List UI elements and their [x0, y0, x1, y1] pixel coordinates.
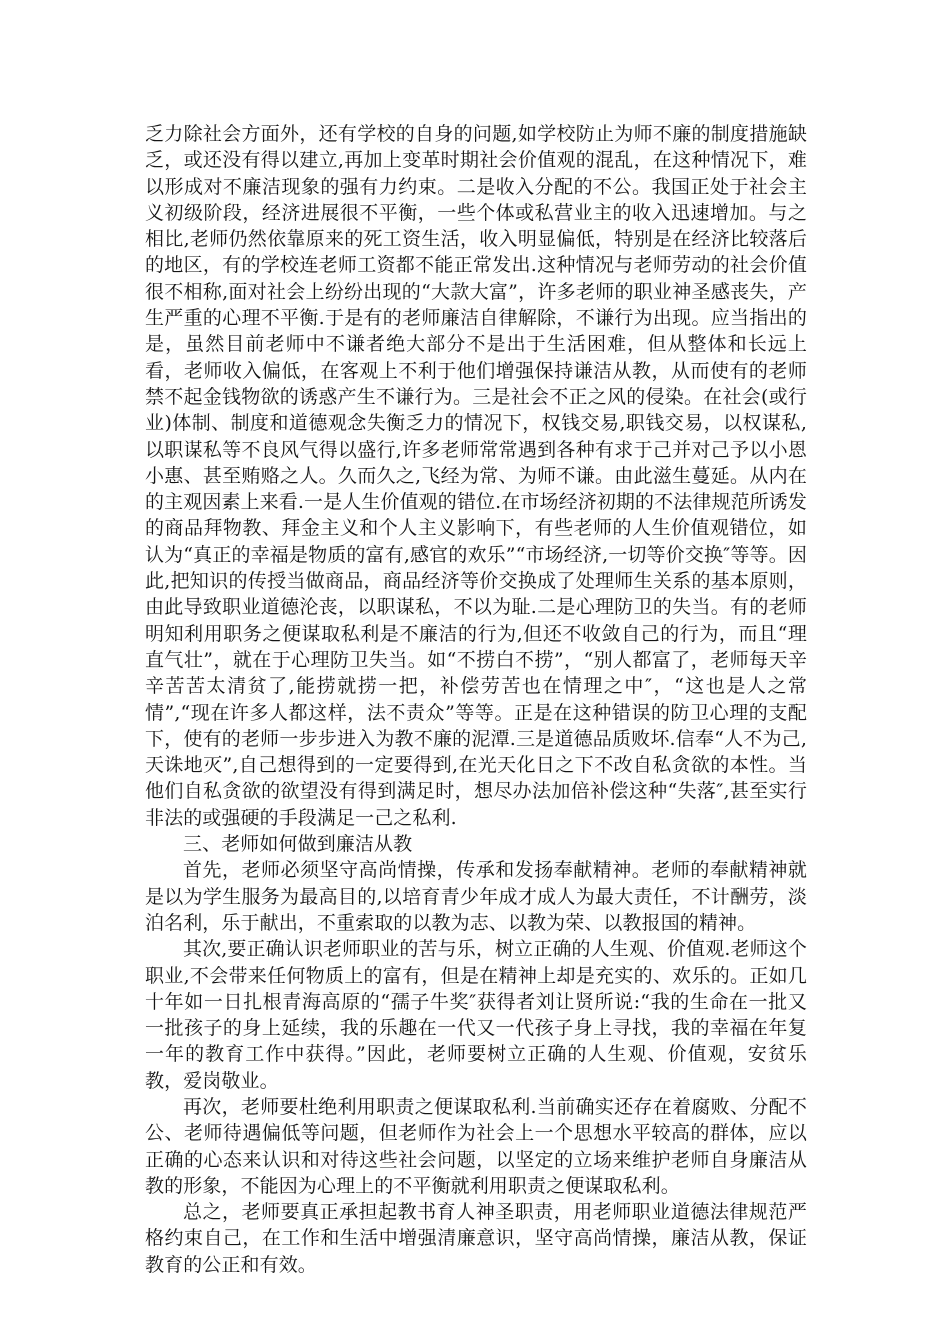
document-page — [145, 121, 807, 1278]
body-paragraph-first: 首先，老师必须坚守高尚情操，传承和发扬奉献精神。老师的奉献精神就是以为学生服务为最高目的,以培育青少年成才成人为最大责任，不计酬劳，淡泊名利，乐于献出，不重索取的以教为志、以教为荣、以教报国的精神。 — [145, 859, 807, 934]
section-heading: 三、老师如何做到廉洁从教 — [183, 833, 413, 856]
body-paragraph-second: 其次,要正确认识老师职业的苦与乐，树立正确的人生观、价值观.老师这个职业,不会带来任何物质上的富有，但是在精神上却是充实的、欢乐的。正如几十年如一日扎根青海高原的“孺子牛奖″获得者刘让贤所说:“我的生命在一批又一批孩子的身上延续，我的乐趣在一代又一代孩子身上寻找，我的幸福在年复一年的教育工作中获得。”因此，老师要树立正确的人生观、价值观，安贫乐教，爱岗敬业。 — [145, 938, 807, 1092]
body-paragraph-third: 再次，老师要杜绝利用职责之便谋取私利.当前确实还存在着腐败、分配不公、老师待遇偏低等问题，但老师作为社会上一个思想水平较高的群体，应以正确的心态来认识和对待这些社会问题，以坚定的立场来维护老师自身廉洁从教的形象，不能因为心理上的不平衡就利用职责之便谋取私利。 — [145, 1095, 807, 1197]
body-paragraph-conclusion: 总之，老师要真正承担起教书育人神圣职责，用老师职业道德法律规范严格约束自己，在工作和生活中增强清廉意识，坚守高尚情操，廉洁从教，保证教育的公正和有效。 — [145, 1201, 807, 1276]
body-paragraph-continued: 乏力除社会方面外，还有学校的自身的问题,如学校防止为师不廉的制度措施缺乏，或还没有得以建立,再加上变革时期社会价值观的混乱，在这种情况下，难以形成对不廉洁现象的强有力约束。二是收入分配的不公。我国正处于社会主义初级阶段，经济进展很不平衡，一些个体或私营业主的收入迅速增加。与之相比,老师仍然依靠原来的死工资生活，收入明显偏低，特别是在经济比较落后的地区，有的学校连老师工资都不能正常发出.这种情况与老师劳动的社会价值很不相称,面对社会上纷纷出现的“大款大富”，许多老师的职业神圣感丧失，产生严重的心理不平衡.于是有的老师廉洁自律解除，不谦行为出现。应当指出的是，虽然目前老师中不谦者绝大部分不是出于生活困难，但从整体和长远上看，老师收入偏低，在客观上不利于他们增强保持谦洁从教，从而使有的老师禁不起金钱物欲的诱惑产生不谦行为。三是社会不正之风的侵染。在社会(或行业)体制、制度和道德观念失衡乏力的情况下，权钱交易,职钱交易，以权谋私,以职谋私等不良风气得以盛行,许多老师常常遇到各种有求于己并对己予以小恩小惠、甚至贿赂之人。久而久之,飞经为常、为师不谦。由此滋生蔓延。从内在的主观因素上来看.一是人生价值观的错位.在市场经济初期的不法律规范所诱发的商品拜物教、拜金主义和个人主义影响下，有些老师的人生价值观错位，如认为“真正的幸福是物质的富有,感官的欢乐”“市场经济,一切等价交换″等等。因此,把知识的传授当做商品，商品经济等价交换成了处理师生关系的基本原则，由此导致职业道德沦丧，以职谋私，不以为耻.二是心理防卫的失当。有的老师明知利用职务之便谋取私利是不廉洁的行为,但还不收敛自己的行为，而且“理直气壮”，就在于心理防卫失当。如“不捞白不捞”，“别人都富了，老师每天辛辛苦苦太清贫了,能捞就捞一把，补偿劳苦也在情理之中″，“这也是人之常情”,“现在许多人都这样，法不责众”等等。正是在这种错误的防卫心理的支配下，使有的老师一步步进入为教不廉的泥潭.三是道德品质败坏.信奉“人不为己,天诛地灭”,自己想得到的一定要得到,在光天化日之下不改自私贪欲的本性。当他们自私贪欲的欲望没有得到满足时，想尽办法加倍补偿这种“失落″,甚至实行非法的或强硬的手段满足一己之私利. — [145, 123, 808, 829]
